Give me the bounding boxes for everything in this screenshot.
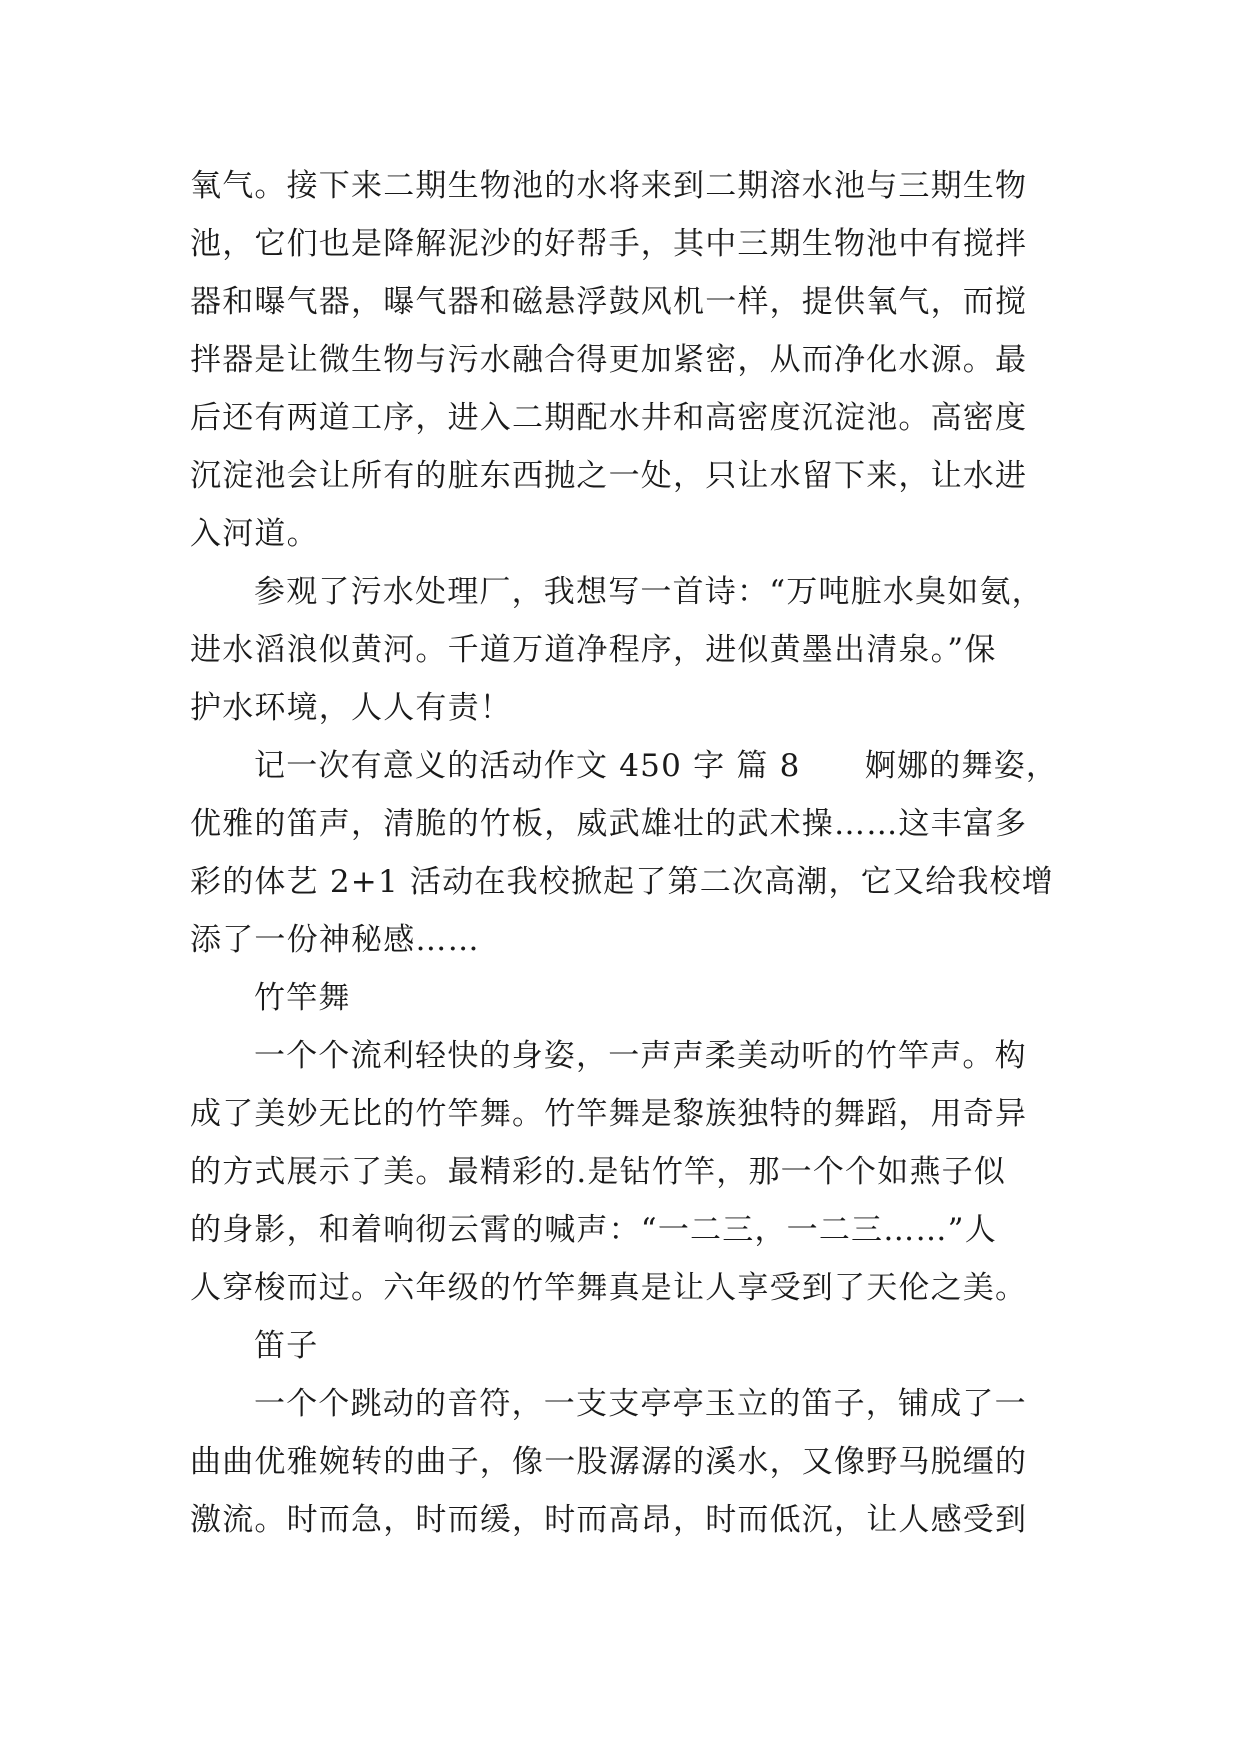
text-line: 后还有两道工序，进入二期配水井和高密度沉淀池。高密度 <box>190 400 1028 436</box>
text-line: 笛子 <box>254 1328 319 1364</box>
text-line: 的身影，和着响彻云霄的喊声：“一二三，一二三……”人 <box>190 1212 997 1248</box>
document-body <box>190 157 1070 1549</box>
text-line: 人穿梭而过。六年级的竹竿舞真是让人享受到了天伦之美。 <box>190 1270 1028 1306</box>
text-line: 参观了污水处理厂，我想写一首诗：“万吨脏水臭如氨， <box>254 574 1044 610</box>
text-line: 拌器是让微生物与污水融合得更加紧密，从而净化水源。最 <box>190 342 1028 378</box>
text-line: 曲曲优雅婉转的曲子，像一股潺潺的溪水，又像野马脱缰的 <box>190 1444 1028 1480</box>
text-line: 沉淀池会让所有的脏东西抛之一处，只让水留下来，让水进 <box>190 458 1028 494</box>
text-line: 的方式展示了美。最精彩的.是钻竹竿，那一个个如燕子似 <box>190 1154 1007 1190</box>
text-line: 进水滔浪似黄河。千道万道净程序，进似黄墨出清泉。”保 <box>190 632 997 668</box>
text-line: 一个个流利轻快的身姿，一声声柔美动听的竹竿声。构 <box>254 1038 1027 1074</box>
text-line: 护水环境，人人有责！ <box>190 690 512 726</box>
text-line: 氧气。接下来二期生物池的水将来到二期溶水池与三期生物 <box>190 168 1028 204</box>
text-line: 器和曝气器，曝气器和磁悬浮鼓风机一样，提供氧气，而搅 <box>190 284 1028 320</box>
text-line: 入河道。 <box>190 516 319 552</box>
text-line: 激流。时而急，时而缓，时而高昂，时而低沉，让人感受到 <box>190 1502 1028 1538</box>
text-line: 添了一份神秘感…… <box>190 922 480 958</box>
text-line: 彩的体艺 2+1 活动在我校掀起了第二次高潮，它又给我校增 <box>190 864 1054 900</box>
text-line: 成了美妙无比的竹竿舞。竹竿舞是黎族独特的舞蹈，用奇异 <box>190 1096 1028 1132</box>
text-line: 池，它们也是降解泥沙的好帮手，其中三期生物池中有搅拌 <box>190 226 1028 262</box>
text-line: 一个个跳动的音符，一支支亭亭玉立的笛子，铺成了一 <box>254 1386 1027 1422</box>
text-line: 优雅的笛声，清脆的竹板，威武雄壮的武术操……这丰富多 <box>190 806 1028 842</box>
text-line: 竹竿舞 <box>254 980 351 1016</box>
text-line: 记一次有意义的活动作文 450 字 篇 8 婀娜的舞姿， <box>254 748 1059 784</box>
